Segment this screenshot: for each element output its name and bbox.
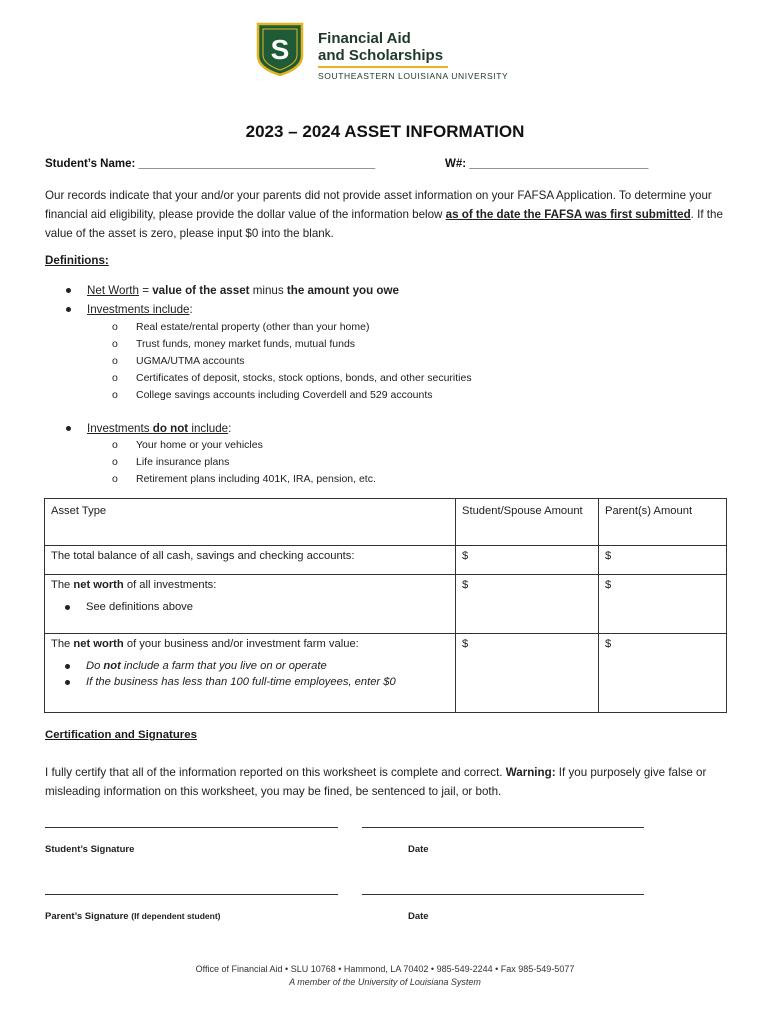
colon: : xyxy=(228,422,232,435)
row3-text-c: of your business and/or investment farm value: xyxy=(123,638,359,650)
list-item xyxy=(65,676,449,688)
row3-text-b: net worth xyxy=(73,638,124,650)
investments-not-label-a: Investments xyxy=(87,422,153,435)
row3-parent-amount[interactable]: $ xyxy=(599,634,727,713)
header-student-amount: Student/Spouse Amount xyxy=(456,499,599,546)
intro-emphasis: as of the date the FAFSA was first submitted xyxy=(445,208,691,221)
net-worth-term: Net Worth xyxy=(87,284,139,297)
w-number-field[interactable]: W#: ____________________________ xyxy=(445,158,649,170)
intro-text-2: . If the value of the asset is zero, please input $0 into the blank. xyxy=(45,208,723,240)
row2-text-c: of all investments: xyxy=(123,579,217,591)
list-item xyxy=(112,321,472,338)
list-item xyxy=(112,338,472,355)
student-signature-label: Student’s Signature xyxy=(45,844,135,855)
student-name-field[interactable]: Student’s Name: _____________________________________ xyxy=(45,158,376,170)
row2-student-amount[interactable]: $ xyxy=(456,575,599,634)
parent-sig-text: Parent’s Signature xyxy=(45,911,129,922)
investments-include-bullet xyxy=(66,303,193,316)
bullet-dot xyxy=(65,680,70,685)
list-item xyxy=(65,601,449,613)
footer-member: A member of the University of Louisiana System xyxy=(289,977,481,987)
row3-note2: If the business has less than 100 full-time employees, enter $0 xyxy=(86,676,396,688)
footer-address: Office of Financial Aid • SLU 10768 • Hammond, LA 70402 • 985-549-2244 • Fax 985-549-5077 xyxy=(195,964,575,974)
row1-parent-amount[interactable]: $ xyxy=(599,546,727,575)
brand-title-line1: Financial Aid xyxy=(318,30,411,47)
cert-text-1: I fully certify that all of the information reported on this worksheet is complete and correct. xyxy=(45,766,506,779)
brand-title-line2: and Scholarships xyxy=(318,47,444,64)
row3-note1-b: not xyxy=(103,660,121,672)
definitions-heading: Definitions: xyxy=(45,254,109,267)
row2-note: See definitions above xyxy=(86,601,193,613)
net-worth-b: the amount you owe xyxy=(286,284,399,297)
parent-sig-note: (If dependent student) xyxy=(131,911,221,921)
list-item xyxy=(112,372,472,389)
bullet-dot xyxy=(65,605,70,610)
cert-warning: Warning: xyxy=(505,766,556,779)
row3-label xyxy=(45,634,456,713)
university-shield-logo xyxy=(255,22,305,76)
intro-paragraph xyxy=(45,186,731,243)
investments-include-label: Investments include xyxy=(87,303,190,316)
certification-paragraph xyxy=(45,763,731,801)
asset-table xyxy=(44,498,727,713)
table-row xyxy=(45,546,727,575)
list-item xyxy=(112,355,472,372)
list-item-text: Retirement plans including 401K, IRA, pension, etc. xyxy=(136,473,376,485)
row2-text-b: net worth xyxy=(73,579,124,591)
logo-letter: S xyxy=(270,34,290,65)
parent-signature-line[interactable] xyxy=(45,894,338,895)
table-row xyxy=(45,575,727,634)
list-item xyxy=(112,389,472,406)
list-item-text: Certificates of deposit, stocks, stock options, bonds, and other securities xyxy=(136,372,472,384)
certification-heading: Certification and Signatures xyxy=(45,729,197,741)
net-worth-bullet xyxy=(66,284,399,297)
row3-note1-a: Do xyxy=(86,660,104,672)
sub-marker: o xyxy=(112,338,118,350)
row2-label xyxy=(45,575,456,634)
sub-marker: o xyxy=(112,473,118,485)
bullet-dot xyxy=(66,288,71,293)
sub-marker: o xyxy=(112,439,118,451)
sub-marker: o xyxy=(112,321,118,333)
list-item-text: Your home or your vehicles xyxy=(136,439,263,451)
row3-notes xyxy=(65,660,449,688)
list-item-text: Real estate/rental property (other than your home) xyxy=(136,321,370,333)
row3-student-amount[interactable]: $ xyxy=(456,634,599,713)
list-item xyxy=(65,660,449,672)
sub-marker: o xyxy=(112,372,118,384)
net-worth-minus: minus xyxy=(249,284,287,297)
list-item xyxy=(112,439,376,456)
parent-date-label: Date xyxy=(408,911,429,922)
sub-marker: o xyxy=(112,355,118,367)
not-include-list xyxy=(112,439,376,490)
student-signature-line[interactable] xyxy=(45,827,338,828)
net-worth-eq: = xyxy=(138,284,153,297)
list-item xyxy=(112,456,376,473)
list-item-text: Trust funds, money market funds, mutual funds xyxy=(136,338,356,350)
sub-marker: o xyxy=(112,456,118,468)
row1-student-amount[interactable]: $ xyxy=(456,546,599,575)
row2-text-a: The xyxy=(51,579,74,591)
sub-marker: o xyxy=(112,389,118,401)
bullet-dot xyxy=(65,664,70,669)
include-list xyxy=(112,321,472,406)
row2-notes xyxy=(65,601,449,613)
investments-not-include-bullet xyxy=(66,422,231,435)
student-date-line[interactable] xyxy=(362,827,644,828)
list-item-text: UGMA/UTMA accounts xyxy=(136,355,245,367)
list-item-text: Life insurance plans xyxy=(136,456,230,468)
colon: : xyxy=(189,303,193,316)
row3-note1-c: include a farm that you live on or operate xyxy=(120,660,327,672)
row1-label: The total balance of all cash, savings and checking accounts: xyxy=(45,546,456,575)
student-date-label: Date xyxy=(408,844,429,855)
list-item-text: College savings accounts including Coverdell and 529 accounts xyxy=(136,389,433,401)
cert-text-2: If you purposely give false or misleading information on this worksheet, you may be fined, be sentenced to jail, or both. xyxy=(45,766,707,798)
brand-title xyxy=(318,30,443,64)
brand-subtitle: SOUTHEASTERN LOUISIANA UNIVERSITY xyxy=(318,71,509,81)
document-title: 2023 – 2024 ASSET INFORMATION xyxy=(245,122,525,141)
bullet-dot xyxy=(66,426,71,431)
intro-text-1: Our records indicate that your and/or your parents did not provide asset information on your FAFSA Application. To determine your financial aid eligibility, please provide the dollar value of the information below xyxy=(45,189,712,221)
table-row xyxy=(45,634,727,713)
header-asset-type: Asset Type xyxy=(45,499,456,546)
parent-signature-label xyxy=(45,911,220,922)
table-header-row xyxy=(45,499,727,546)
row3-text-a: The xyxy=(51,638,74,650)
parent-date-line[interactable] xyxy=(362,894,644,895)
investments-not-label-b: do not xyxy=(152,422,189,435)
list-item xyxy=(112,473,376,490)
investments-not-label-c: include xyxy=(188,422,229,435)
net-worth-a: value of the asset xyxy=(152,284,250,297)
row2-parent-amount[interactable]: $ xyxy=(599,575,727,634)
brand-rule xyxy=(318,66,448,68)
bullet-dot xyxy=(66,307,71,312)
header-parent-amount: Parent(s) Amount xyxy=(599,499,727,546)
